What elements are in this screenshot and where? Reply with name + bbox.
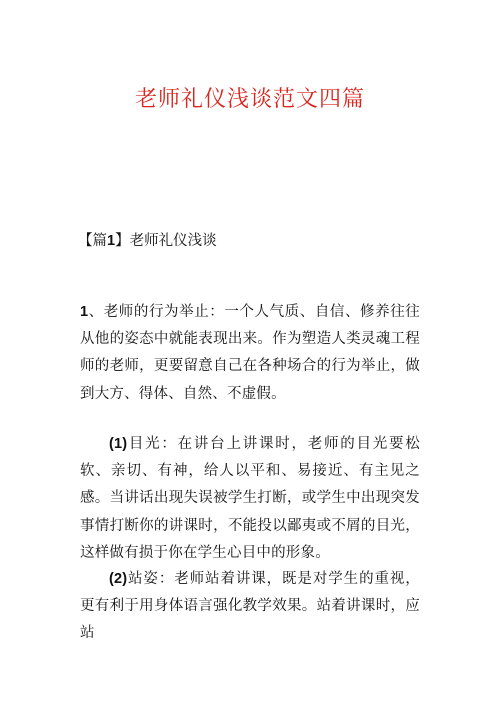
section-heading-open: 【篇: [78, 233, 107, 249]
paragraph-marker: 1: [80, 304, 89, 320]
section-heading-close: 】老师礼仪浅谈: [115, 233, 217, 249]
paragraph-behavior: [80, 299, 420, 408]
section-heading-number: 1: [107, 233, 116, 249]
paragraph-marker: (2): [109, 571, 128, 587]
paragraph-eye-contact: [80, 431, 420, 567]
section-heading: [78, 229, 217, 250]
paragraph-text: 站姿：老师站着讲课，既是对学生的重视，更有利于用身体语言强化教学效果。站着讲课时，应站: [80, 571, 420, 642]
paragraph-marker: (1): [109, 436, 128, 452]
paragraph-posture: [80, 566, 420, 648]
paragraph-text: 目光：在讲台上讲课时，老师的目光要松软、亲切、有神，给人以平和、易接近、有主见之感。当讲话出现失误被学生打断，或学生中出现突发事情打断你的讲课时，不能投以鄙夷或不屑的目光，这样做有损于你在学生心目中的形象。: [80, 436, 420, 561]
document-title: 老师礼仪浅谈范文四篇: [134, 87, 365, 112]
paragraph-text: 、老师的行为举止：一个人气质、自信、修养往往从他的姿态中就能表现出来。作为塑造人类灵魂工程师的老师，更要留意自己在各种场合的行为举止，做到大方、得体、自然、不虚假。: [80, 304, 420, 402]
